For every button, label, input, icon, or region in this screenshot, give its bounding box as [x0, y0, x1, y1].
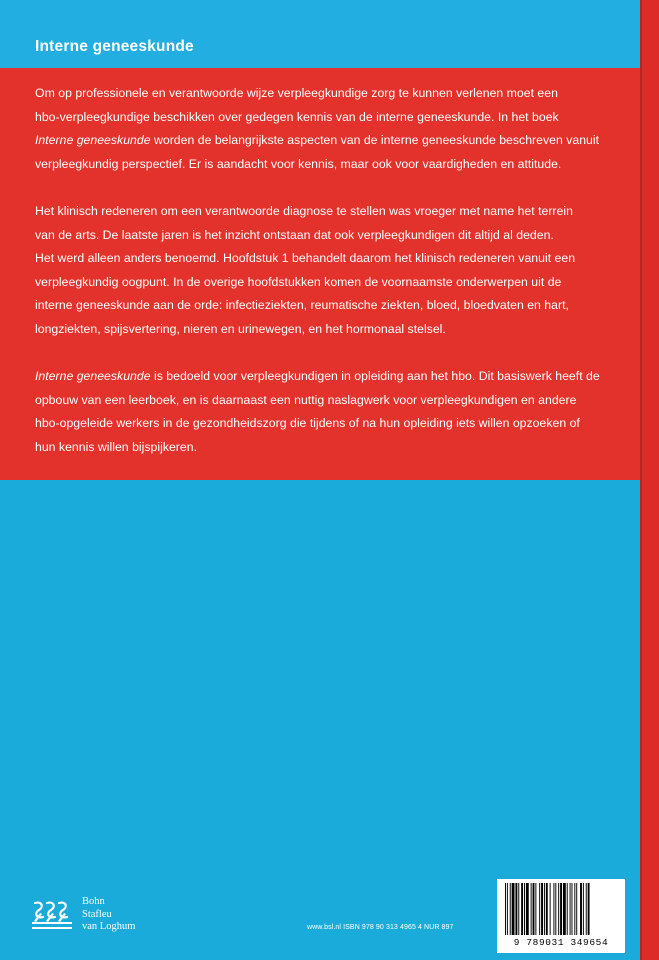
text-line: longziekten, spijsvertering, nieren en urinewegen, en het hormonaal stelsel.: [35, 321, 446, 336]
barcode-bars: [503, 883, 619, 937]
text-line: hbo-opgeleide werkers in de gezondheidszorg die tijdens of na hun opleiding iets willen opzoeken of: [35, 416, 580, 431]
barcode-bar: [510, 883, 511, 935]
barcode-bar: [572, 883, 573, 935]
text-line: verpleegkundig perspectief. Er is aandacht voor kennis, maar ook voor vaardigheden en attitude.: [35, 156, 562, 171]
spine-strip: [640, 0, 659, 960]
barcode-bar: [555, 883, 556, 935]
text-run: worden de belangrijkste aspecten van de interne geneeskunde beschreven vanuit: [150, 133, 600, 148]
barcode-bar: [567, 883, 568, 935]
title-bar: [0, 0, 640, 68]
text-line: Om op professionele en verantwoorde wijze verpleegkundige zorg te kunnen verlenen moet een: [35, 86, 558, 100]
blurb-text: [35, 82, 635, 483]
imprint-isbn: www.bsl.nl ISBN 978 90 313 4965 4 NUR 897: [307, 924, 454, 931]
barcode-bar: [505, 883, 506, 935]
bsl-logo-icon: [30, 899, 76, 933]
barcode-digits: 9 789031 349654: [513, 937, 609, 948]
barcode-bar: [531, 883, 532, 935]
barcode-bar: [576, 883, 577, 935]
barcode-bar: [546, 883, 548, 935]
barcode-bar: [539, 883, 540, 935]
blurb-paragraph-2: [35, 200, 635, 342]
barcode-bar: [526, 883, 529, 935]
barcode: [497, 879, 625, 953]
book-title: Interne geneeskunde: [35, 38, 194, 55]
text-line: verpleegkundig oogpunt. In de overige hoofdstukken komen de voornaamste onderwerpen uit de: [35, 274, 562, 289]
text-line: van de arts. De laatste jaren is het inzicht ontstaan dat ook verpleegkundigen dit altijd al deden.: [35, 227, 554, 242]
text-line: opbouw van een leerboek, en is daarnaast een nuttig naslagwerk voor verpleegkundigen en andere: [35, 392, 577, 407]
barcode-bar: [588, 883, 590, 935]
barcode-bar: [574, 883, 575, 935]
barcode-bar: [586, 883, 587, 935]
barcode-bar: [512, 883, 515, 935]
barcode-bar: [553, 883, 554, 935]
text-run: is bedoeld voor verpleegkundigen in opleiding aan het hbo. Dit basiswerk heeft de: [150, 369, 600, 384]
barcode-bar: [544, 883, 545, 935]
barcode-bar: [524, 883, 525, 935]
text-line: hun kennis willen bijspijkeren.: [35, 439, 197, 454]
barcode-bar: [550, 883, 551, 935]
publisher-line: Bohn: [82, 896, 105, 907]
barcode-bar: [533, 883, 535, 935]
barcode-bar: [521, 883, 523, 935]
barcode-bar: [563, 883, 566, 935]
barcode-bar: [541, 883, 543, 935]
italic-book-title: Interne geneeskunde: [35, 369, 151, 384]
text-line: [35, 129, 635, 153]
publisher-line: Stafleu: [82, 908, 112, 920]
publisher-block: [30, 893, 160, 937]
text-line: hbo-verpleegkundige beschikken over gedegen kennis van de interne geneeskunde. In het boek: [35, 109, 559, 124]
text-line: [35, 365, 635, 389]
barcode-bar: [515, 883, 517, 935]
barcode-bar: [507, 883, 508, 935]
text-line: interne geneeskunde aan de orde: infectieziekten, reumatische ziekten, bloed, bloedvaten en hart,: [35, 298, 569, 313]
text-line: Het werd alleen anders benoemd. Hoofdstuk 1 behandelt daarom het klinisch redeneren vanuit een: [35, 251, 576, 266]
barcode-bar: [583, 883, 584, 935]
barcode-bar: [535, 883, 536, 935]
barcode-bar: [558, 883, 559, 935]
spine-edge: [640, 0, 642, 960]
barcode-bar: [560, 883, 562, 935]
publisher-name: [82, 896, 135, 934]
blurb-paragraph-3: [35, 365, 635, 459]
italic-book-title: Interne geneeskunde: [35, 133, 151, 148]
barcode-bar: [518, 883, 519, 935]
publisher-line: van Loghum: [82, 921, 136, 932]
blurb-paragraph-1: [35, 82, 635, 176]
text-line: Het klinisch redeneren om een verantwoorde diagnose te stellen was vroeger met name het terrein: [35, 203, 573, 218]
barcode-bar: [570, 883, 571, 935]
barcode-bar: [580, 883, 582, 935]
